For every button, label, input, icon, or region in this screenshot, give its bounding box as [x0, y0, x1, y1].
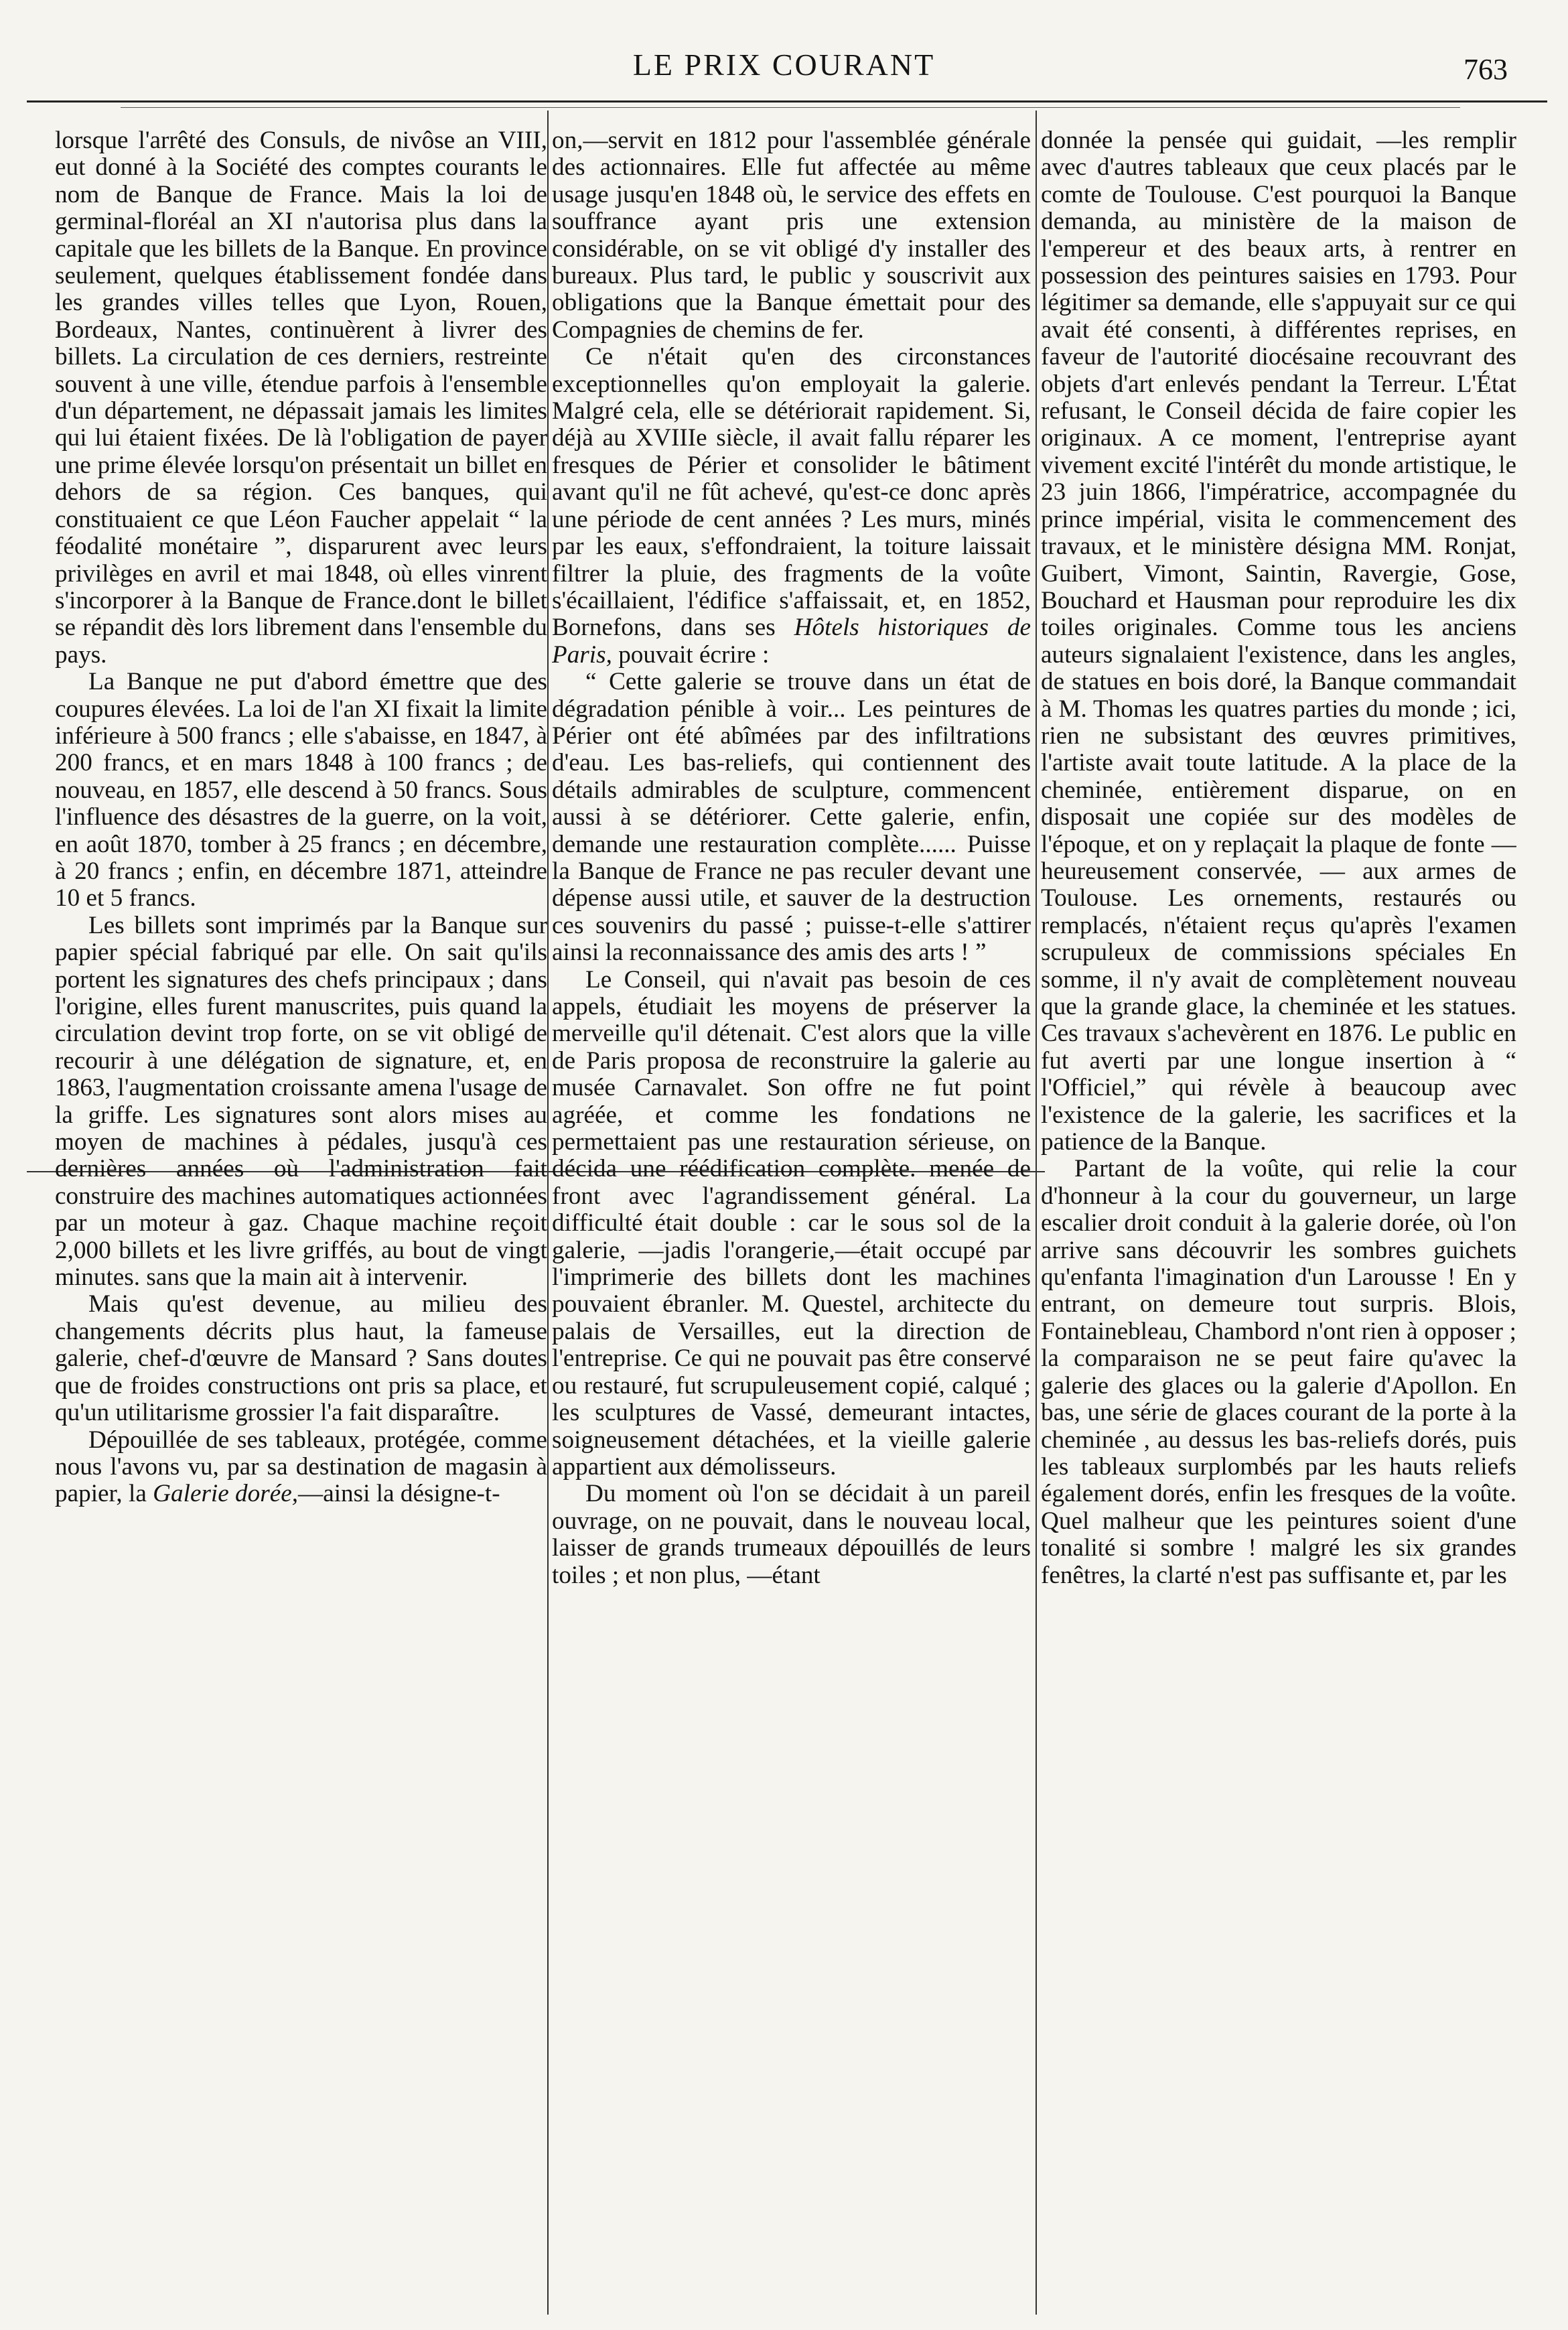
column-divider-2 [1036, 111, 1037, 2315]
page-header [0, 0, 1568, 107]
italic-title: Galerie dorée, [153, 1480, 299, 1508]
paragraph-text: Ce n'était qu'en des circonstances exceptionnelles qu'on employait la galerie. Malgré cela, elle se détériorait rapidement. Si, déjà au XVIIIe siècle, il avait fallu réparer les fresques de Périer et consolider le bâtiment avant qu'il ne fût achevé, qu'est-ce donc après une période de cent années ? Les murs, minés par les eaux, s'effondraient, la toiture laissait filtrer la pluie, des fragments de la voûte s'écaillaient, l'édifice s'affaissait, et, en 1852, Bornefons, dans ses [552, 343, 1031, 642]
italic-title: Hôtels historiques de Paris, [552, 614, 1031, 669]
paragraph-text: Dépouillée de ses tableaux, protégée, comme nous l'avons vu, par sa destination de magasin à papier, la [55, 1426, 547, 1508]
paragraph-text: pouvait écrire : [612, 640, 770, 669]
text-column-1 [55, 127, 547, 2291]
paragraph: Mais qu'est devenue, au milieu des changements décrits plus haut, la fameuse galerie, chef-d'œuvre de Mansard ? Sans doutes que de froides constructions ont pris sa place, et qu'un utilitarisme grossier l'a fait disparaître. [55, 1290, 547, 1427]
paragraph: donnée la pensée qui guidait, —les remplir avec d'autres tableaux que ceux placés par le comte de Toulouse. C'est pourquoi la Banque demanda, au ministère de la maison de l'empereur et des beaux arts, à rentrer en possession des peintures saisies en 1793. Pour légitimer sa demande, elle s'appuyait sur ce qui avait été consenti, à différentes reprises, en faveur de l'autorité diocésaine recouvrant des objets d'art enlevés pendant la Terreur. L'État refusant, le Conseil décida de faire copier les originaux. A ce moment, l'entreprise ayant vivement excité l'intérêt du monde artistique, le 23 juin 1866, l'impératrice, accompagnée du prince impérial, visita le commencement des travaux, et le ministère désigna MM. Ronjat, Guibert, Vimont, Saintin, Ravergie, Gose, Bouchard et Hausman pour reproduire les dix toiles originales. Comme tous les anciens auteurs signalaient l'existence, dans les angles, de statues en bois doré, la Banque commandait à M. Thomas les quatres parties du monde ; ici, rien ne subsistant des œuvres primitives, l'artiste avait toute latitude. A la place de la cheminée, entièrement disparue, on en disposait une copiée sur des modèles de l'époque, et on y replaçait la plaque de fonte — heureusement conservée, — aux armes de Toulouse. Les ornements, restaurés ou remplacés, n'étaient reçus qu'après l'examen scrupuleux de commissions spéciales En somme, il n'y avait de complètement nouveau que la grande glace, la cheminée et les statues. Ces travaux s'achevèrent en 1876. Le public en fut averti par une longue insertion à “ l'Officiel,” qui révèle à beaucoup avec l'existence de la galerie, les sacrifices et la patience de la Banque. [1041, 127, 1516, 1156]
paragraph: Les billets sont imprimés par la Banque sur papier spécial fabriqué par elle. On sait qu'ils portent les signatures des chefs principaux ; dans l'origine, elles furent manuscrites, puis quand la circulation devint trop forte, on se vit obligé de recourir à une délégation de signature, et, en 1863, l'augmentation croissante amena l'usage de la griffe. Les signatures sont alors mises au moyen de machines à pédales, jusqu'à ces dernières années où l'administration fait construire des machines automatiques actionnées par un moteur à gaz. Chaque machine reçoit 2,000 billets et les livre griffés, au bout de vingt minutes. sans que la main ait à intervenir. [55, 911, 547, 1292]
paragraph: La Banque ne put d'abord émettre que des coupures élevées. La loi de l'an XI fixait la limite inférieure à 500 francs ; elle s'abaisse, en 1847, à 200 francs, et en mars 1848 à 100 francs ; de nouveau, en 1857, elle descend à 50 francs. Sous l'influence des désastres de la guerre, on la voit, en août 1870, tomber à 25 francs ; en décembre, à 20 francs ; enfin, en décembre 1871, atteindre 10 et 5 francs. [55, 668, 547, 912]
text-column-3 [1041, 127, 1516, 2291]
header-rule-thin [121, 107, 1460, 108]
header-rule [27, 100, 1547, 102]
column-divider-1 [547, 111, 549, 2315]
paragraph: on,—servit en 1812 pour l'assemblée générale des actionnaires. Elle fut affectée au même usage jusqu'en 1848 où, le service des effets en souffrance ayant pris une extension considérable, on se vit obligé d'y installer des bureaux. Plus tard, le public y souscrivit aux obligations que la Banque émettait pour des Compagnies de chemins de fer. [552, 127, 1031, 344]
page-number: 763 [1464, 53, 1508, 86]
paragraph: “ Cette galerie se trouve dans un état de dégradation pénible à voir... Les peintures de Périer ont été abîmées par des infiltrations d'eau. Les bas-reliefs, qui contiennent des détails admirables de sculpture, commencent aussi à se détériorer. Cette galerie, enfin, demande une restauration complète...... Puisse la Banque de France ne pas reculer devant une dépense aussi utile, et sauver de la destruction ces souvenirs du passé ; puisse-t-elle s'attirer ainsi la reconnaissance des amis des arts ! ” [552, 668, 1031, 967]
paragraph-text: —ainsi la désigne-t- [298, 1480, 500, 1508]
running-title: LE PRIX COURANT [632, 48, 936, 82]
paragraph [552, 344, 1031, 669]
paragraph: Le Conseil, qui n'avait pas besoin de ces appels, étudiait les moyens de préserver la merveille qu'il détenait. C'est alors que la ville de Paris proposa de reconstruire la galerie au musée Carnavalet. Son offre ne fut point agréée, et comme les fondations ne permettaient pas une restauration sérieuse, on décida une réédification complète. menée de front avec l'agrandissement général. La difficulté était double : car le sous sol de la galerie, —jadis l'orangerie,—était occupé par l'imprimerie des billets dont les machines pouvaient ébranler. M. Questel, architecte du palais de Versailles, eut la direction de l'entreprise. Ce qui ne pouvait pas être conservé ou restauré, fut scrupuleusement copié, calqué ; les sculptures de Vassé, demeurant intactes, soigneusement détachées, et la vieille galerie appartient aux démolisseurs. [552, 965, 1031, 1481]
text-column-2 [552, 127, 1031, 2291]
paragraph [55, 1427, 547, 1508]
paragraph: lorsque l'arrêté des Consuls, de nivôse an VIII, eut donné à la Société des comptes courants le nom de Banque de France. Mais la loi de germinal-floréal an XI n'autorisa plus dans la capitale que les billets de la Banque. En province seulement, quelques établissement fondée dans les grandes villes telles que Lyon, Rouen, Bordeaux, Nantes, continuèrent à livrer des billets. La circulation de ces derniers, restreinte souvent à une ville, étendue parfois à l'ensemble d'un département, ne dépassait jamais les limites qui lui étaient fixées. De là l'obligation de payer une prime élevée lorsqu'on présentait un billet en dehors de sa région. Ces banques, qui constituaient ce que Léon Faucher appelait “ la féodalité monétaire ”, disparurent avec leurs privilèges en avril et mai 1848, où elles vinrent s'incorporer à la Banque de France.dont le billet se répandit dès lors librement dans l'ensemble du pays. [55, 127, 547, 669]
paragraph: Partant de la voûte, qui relie la cour d'honneur à la cour du gouverneur, un large escalier droit conduit à la galerie dorée, où l'on arrive sans découvrir les sombres guichets qu'enfanta l'imagination d'un Larousse ! En y entrant, on demeure tout surpris. Blois, Fontainebleau, Chambord n'ont rien à opposer ; la comparaison ne se peut faire qu'avec la galerie des glaces ou la galerie d'Apollon. En bas, une série de glaces courant de la porte à la cheminée , au dessus les bas-reliefs dorés, puis les tableaux surplombés par les hauts reliefs également dorés, enfin les fresques de la voûte. Quel malheur que les peintures soient d'une tonalité si sombre ! malgré les six grandes fenêtres, la clarté n'est pas suffisante et, par les [1041, 1155, 1516, 1589]
paragraph: Du moment où l'on se décidait à un pareil ouvrage, on ne pouvait, dans le nouveau local, laisser de grands trumeaux dépouillés de leurs toiles ; et non plus, —étant [552, 1480, 1031, 1589]
